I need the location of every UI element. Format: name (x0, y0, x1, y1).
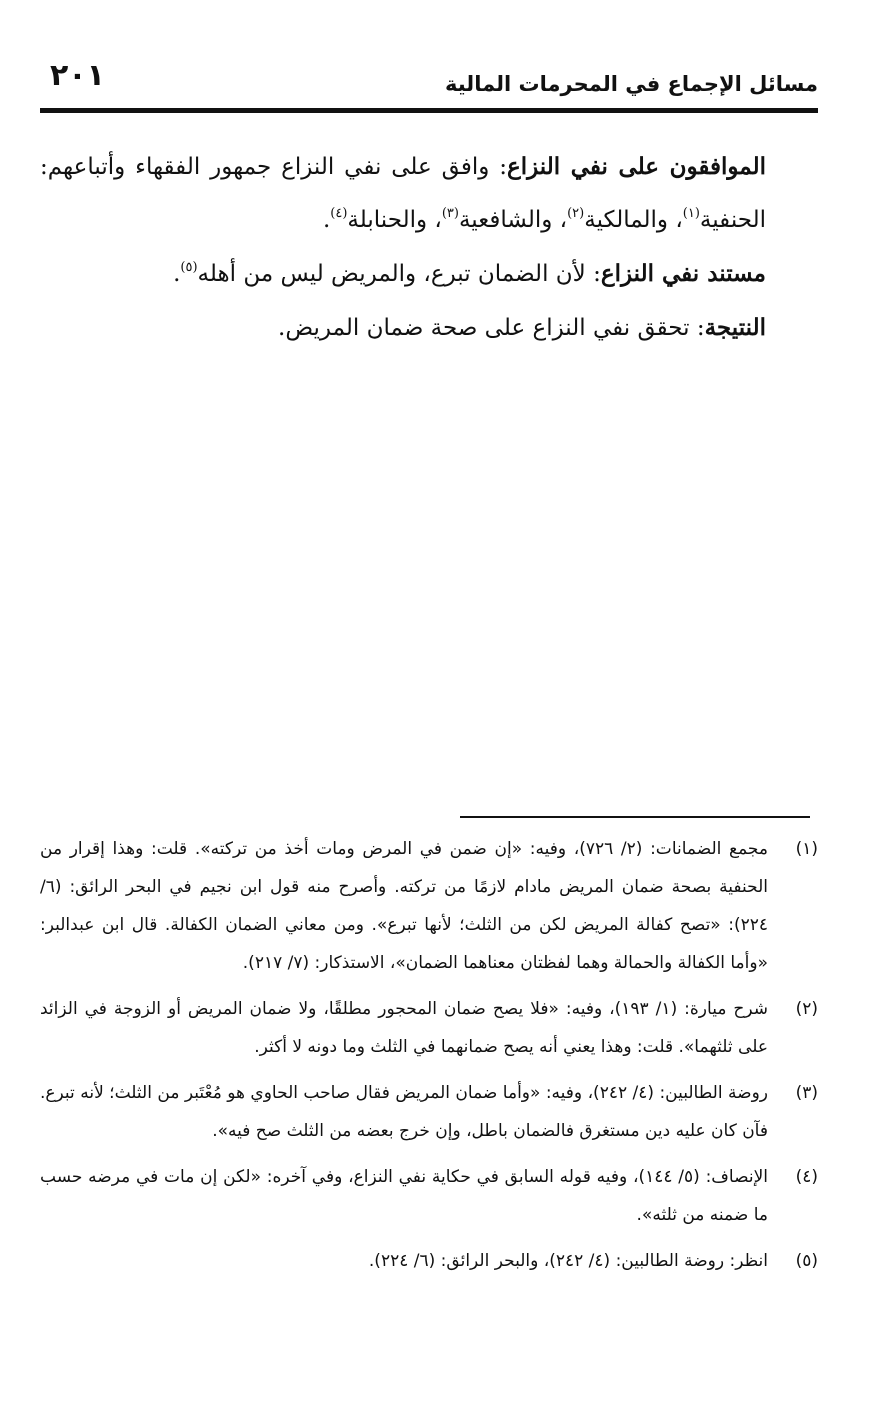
footnote-separator (460, 816, 810, 818)
running-title: مسائل الإجماع في المحرمات المالية (445, 72, 818, 96)
footnote-ref-5: (٥) (180, 260, 198, 275)
footnote-text: انظر: روضة الطالبين: (٤/ ٢٤٢)، والبحر الرائق: (٦/ ٢٢٤). (368, 1251, 768, 1271)
footnote-2 (40, 990, 818, 1066)
footnote-number: (١) (795, 839, 818, 859)
paragraph-basis-text: : لأن الضمان تبرع، والمريض ليس من أهله (197, 261, 601, 287)
footnote-3 (40, 1074, 818, 1150)
footnote-ref-3: (٣) (441, 206, 459, 221)
footnote-4 (40, 1158, 818, 1234)
footnote-5 (40, 1242, 818, 1280)
main-text (40, 140, 818, 355)
paragraph-result (40, 301, 818, 355)
paragraph-agreement-text-4: ، والحنابلة (347, 207, 442, 233)
paragraph-agreement-end: . (322, 207, 331, 233)
footnote-1 (40, 830, 818, 982)
page-header (40, 56, 818, 106)
footnote-ref-1: (١) (682, 206, 700, 221)
footnote-number: (٤) (795, 1167, 818, 1187)
term-basis: مستند نفي النزاع (600, 260, 766, 287)
paragraph-agreement (40, 140, 818, 247)
footnote-text: مجمع الضمانات: (٢/ ٧٢٦)، وفيه: «إن ضمن في المرض ومات أخذ من تركته». قلت: وهذا إقرار من الحنفية بصحة ضمان المريض مادام لازمًا من تركته. وأصرح منه قول ابن نجيم في البحر الرائق: (٦/ ٢٢٤): «تصح كفالة المريض لكن من الثلث؛ لأنها تبرع». ومن معاني الضمان الكفالة. قال ابن عبدالبر: «وأما الكفالة والحمالة وهما لفظتان معناهما الضمان»، الاستذكار: (٧/ ٢١٧). (40, 839, 768, 973)
footnote-text: شرح ميارة: (١/ ١٩٣)، وفيه: «فلا يصح ضمان المحجور مطلقًا، ولا ضمان المريض أو الزوجة في الزائد على ثلثهما». قلت: وهذا يعني أنه يصح ضمانهما في الثلث وما دونه لا أكثر. (40, 999, 769, 1057)
term-result: النتيجة (704, 314, 766, 341)
paragraph-basis-end: . (173, 261, 181, 287)
paragraph-result-text: : تحقق نفي النزاع على صحة ضمان المريض. (278, 315, 705, 341)
footnote-number: (٣) (795, 1083, 818, 1103)
page-number: ٢٠١ (50, 58, 105, 93)
footnote-number: (٢) (795, 999, 818, 1019)
paragraph-agreement-text-3: ، والشافعية (458, 207, 568, 233)
paragraph-basis (40, 247, 818, 301)
footnotes (40, 830, 818, 1288)
footnote-number: (٥) (795, 1251, 818, 1271)
paragraph-agreement-text-2: ، والمالكية (584, 207, 683, 233)
footnote-ref-2: (٢) (567, 206, 585, 221)
paragraph-agreement-text: : وافق على نفي النزاع جمهور الفقهاء وأتباعهم: الحنفية (40, 154, 766, 233)
footnote-ref-4: (٤) (330, 206, 348, 221)
footnote-text: روضة الطالبين: (٤/ ٢٤٢)، وفيه: «وأما ضمان المريض فقال صاحب الحاوي هو مُعْتَبر من الثلث؛ لأنه تبرع. فآن كان عليه دين مستغرق فالضمان باطل، وإن خرج بعضه من الثلث صح فيه». (40, 1083, 768, 1141)
footnote-text: الإنصاف: (٥/ ١٤٤)، وفيه قوله السابق في حكاية نفي النزاع، وفي آخره: «لكن إن مات في مرضه حسب ما ضمنه من ثلثه». (40, 1167, 768, 1225)
header-rule (40, 108, 818, 113)
term-agreement: الموافقون على نفي النزاع (506, 153, 766, 180)
